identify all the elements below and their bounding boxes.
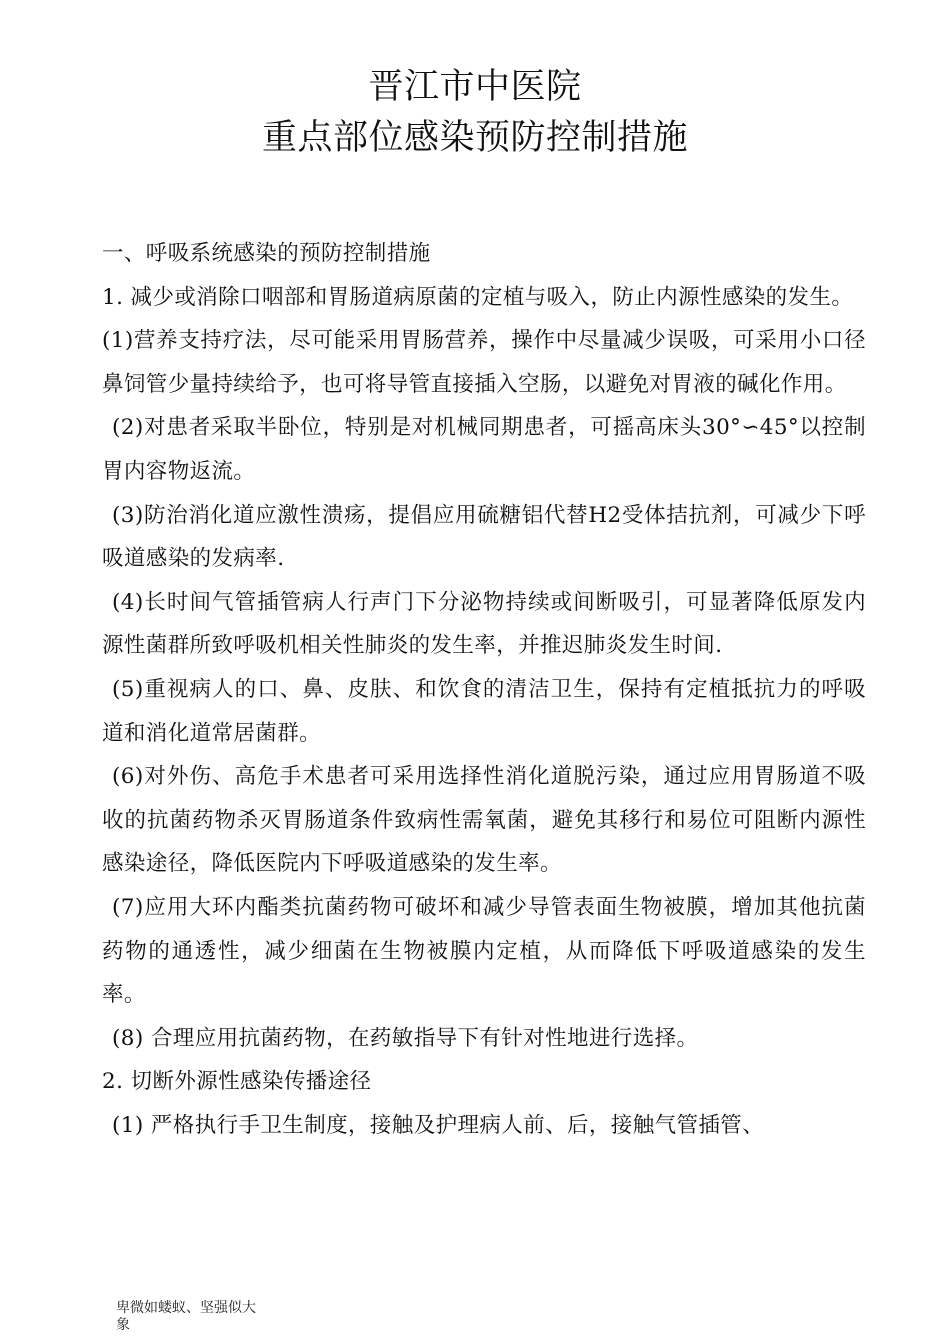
numbered-item: 1. 减少或消除口咽部和胃肠道病原菌的定植与吸入，防止内源性感染的发生。: [102, 284, 854, 310]
document-title: 重点部位感染预防控制措施: [261, 118, 688, 158]
sub-item: (1)营养支持疗法，尽可能采用胃肠营养，操作中尽量减少误吸，可采用小口径鼻饲管少量持续给予，也可将导管直接插入空肠，以避免对胃液的碱化作用。: [102, 328, 866, 397]
sub-item: (6)对外伤、高危手术患者可采用选择性消化道脱污染，通过应用胃肠道不吸收的抗菌药物杀灭胃肠道条件致病性需氧菌，避免其移行和易位可阻断内源性感染途径，降低医院内下呼吸道感染的发生率。: [102, 764, 866, 877]
sub-item: (8) 合理应用抗菌药物，在药敏指导下有针对性地进行选择。: [112, 1025, 699, 1051]
sub-item: (4)长时间气管插管病人行声门下分泌物持续或间断吸引，可显著降低原发内源性菌群所致呼吸机相关性肺炎的发生率，并推迟肺炎发生时间.: [102, 589, 866, 659]
hospital-name-title: 晋江市中医院: [368, 67, 582, 107]
sub-item: (2)对患者采取半卧位，特别是对机械同期患者，可摇高床头30°∽45°以控制胃内容物返流。: [102, 415, 866, 484]
sub-item: (3)防治消化道应激性溃疡，提倡应用硫糖铝代替H2受体拮抗剂，可减少下呼吸道感染的发病率.: [102, 502, 866, 572]
sub-item: (1) 严格执行手卫生制度，接触及护理病人前、后，接触气管插管、: [112, 1112, 765, 1138]
sub-item: (5)重视病人的口、鼻、皮肤、和饮食的清洁卫生，保持有定植抵抗力的呼吸道和消化道常居菌群。: [102, 676, 866, 746]
sub-item: (7)应用大环内酯类抗菌药物可破坏和减少导管表面生物被膜，增加其他抗菌药物的通透性，减少细菌在生物被膜内定植，从而降低下呼吸道感染的发生率。: [102, 894, 866, 1008]
footer-note: 卑微如蝼蚁、坚强似大象: [116, 1300, 256, 1333]
section-heading: 一、呼吸系统感染的预防控制措施: [102, 241, 431, 266]
document-body: [102, 232, 866, 1147]
numbered-item: 2. 切断外源性感染传播途径: [102, 1069, 372, 1095]
